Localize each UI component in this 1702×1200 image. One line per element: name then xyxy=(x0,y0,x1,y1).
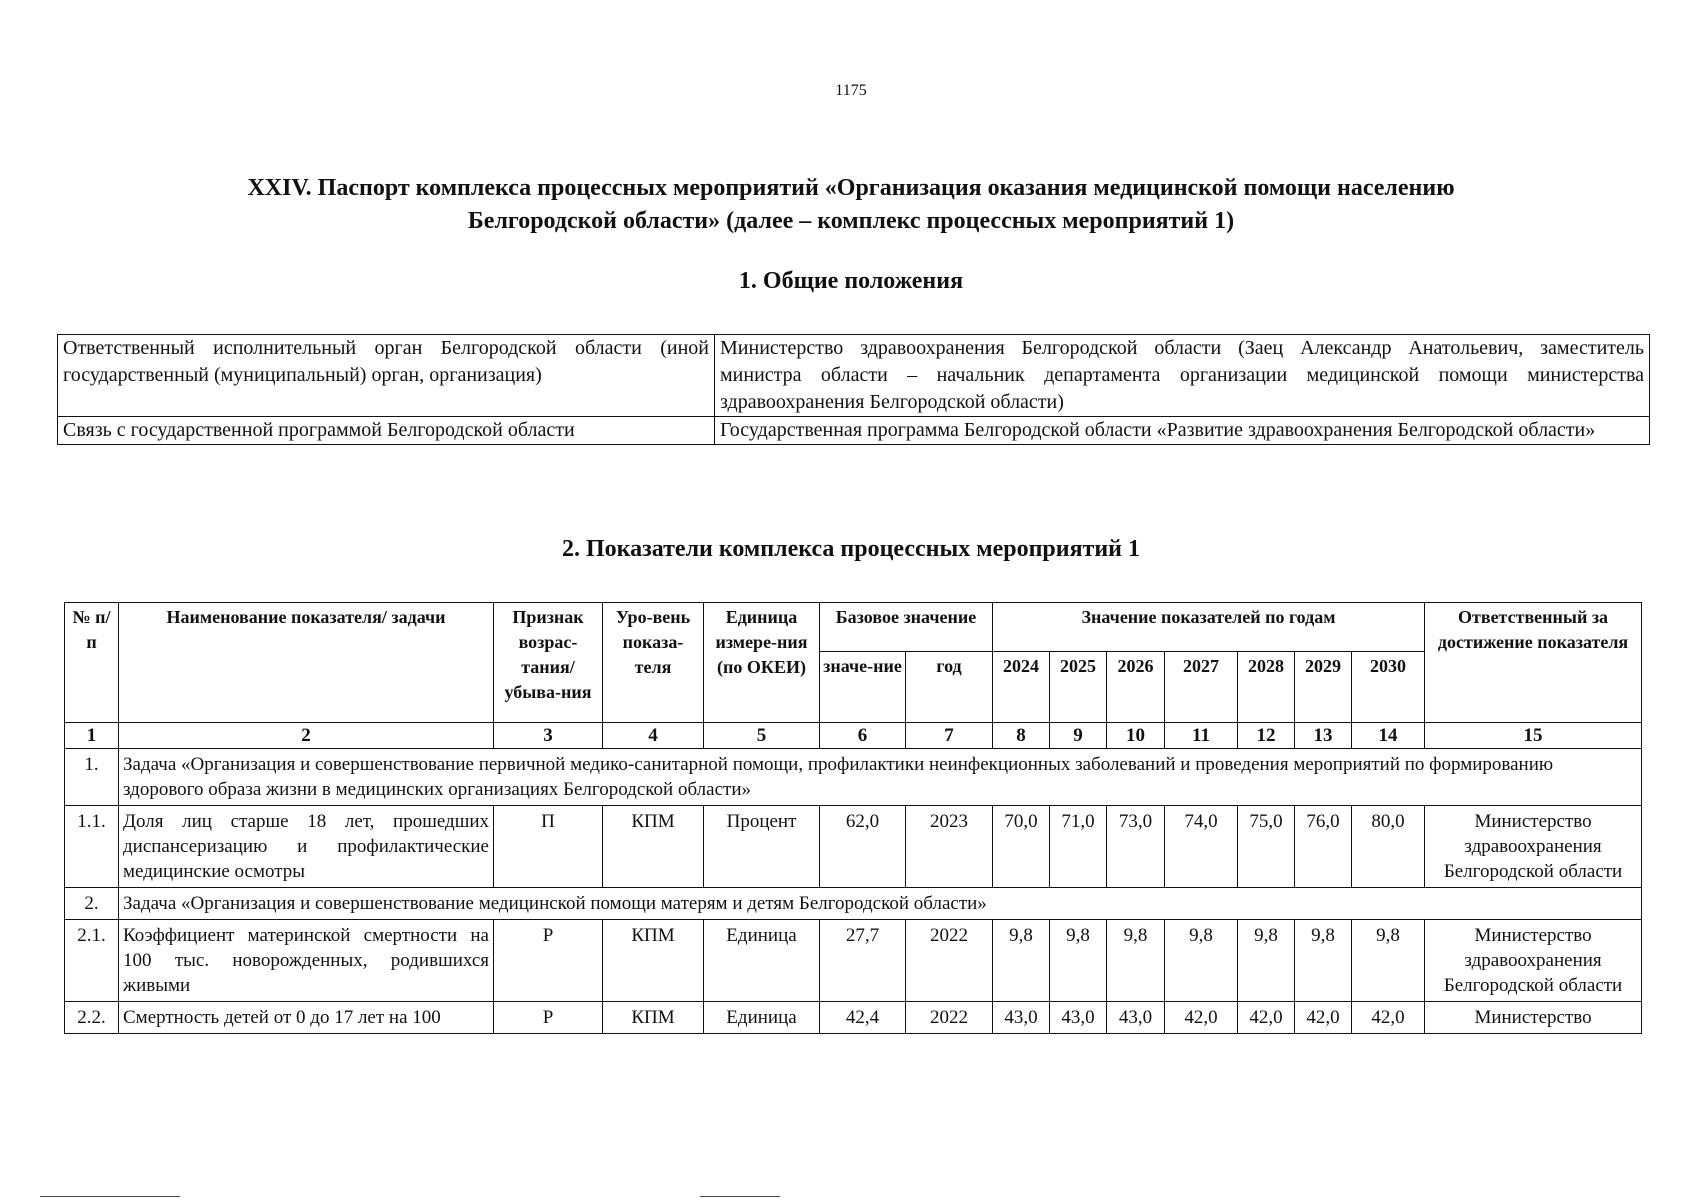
indicator-num: 2.2. xyxy=(65,1002,119,1034)
indicator-value-2029: 9,8 xyxy=(1295,920,1352,1002)
indicator-value-2027: 9,8 xyxy=(1165,920,1238,1002)
header-row-1 xyxy=(65,603,1642,652)
column-number: 9 xyxy=(1050,723,1107,749)
section-indicators-title: 2. Показатели комплекса процессных мероприятий 1 xyxy=(561,536,1140,562)
column-number: 14 xyxy=(1352,723,1425,749)
header-trend: Признак возрас-тания/ убыва-ния xyxy=(494,603,603,723)
indicator-level: КПМ xyxy=(603,1002,704,1034)
header-year-2028: 2028 xyxy=(1238,652,1295,723)
header-years-group: Значение показателей по годам xyxy=(993,603,1425,652)
scan-edge-mark xyxy=(40,1196,180,1197)
column-number: 2 xyxy=(119,723,494,749)
indicator-value-2025: 9,8 xyxy=(1050,920,1107,1002)
indicator-value-2024: 43,0 xyxy=(993,1002,1050,1034)
indicator-level: КПМ xyxy=(603,920,704,1002)
header-year-2024: 2024 xyxy=(993,652,1050,723)
header-base-value: значе-ние xyxy=(820,652,906,723)
task-row-2 xyxy=(65,888,1642,920)
indicator-value-2027: 74,0 xyxy=(1165,806,1238,888)
general-label-responsible: Ответственный исполнительный орган Белгородской области (иной государственный (муниципальный) орган, организация) xyxy=(58,335,715,417)
column-number: 15 xyxy=(1425,723,1642,749)
indicator-responsible: Министерство здравоохранения Белгородской области xyxy=(1425,920,1642,1002)
column-number: 10 xyxy=(1107,723,1165,749)
general-provisions-table xyxy=(57,334,1650,445)
header-unit: Единица измере-ния (по ОКЕИ) xyxy=(704,603,820,723)
indicator-value-2029: 42,0 xyxy=(1295,1002,1352,1034)
column-number: 8 xyxy=(993,723,1050,749)
indicator-base-value: 62,0 xyxy=(820,806,906,888)
section-general-title: 1. Общие положения xyxy=(738,268,964,294)
indicator-name: Смертность детей от 0 до 17 лет на 100 xyxy=(119,1002,494,1034)
indicator-value-2028: 9,8 xyxy=(1238,920,1295,1002)
column-number: 6 xyxy=(820,723,906,749)
column-number: 13 xyxy=(1295,723,1352,749)
indicator-value-2026: 73,0 xyxy=(1107,806,1165,888)
indicator-value-2026: 9,8 xyxy=(1107,920,1165,1002)
indicator-value-2027: 42,0 xyxy=(1165,1002,1238,1034)
header-year-2027: 2027 xyxy=(1165,652,1238,723)
task-num: 2. xyxy=(65,888,119,920)
indicator-value-2025: 43,0 xyxy=(1050,1002,1107,1034)
header-num: № п/п xyxy=(65,603,119,723)
indicator-trend: П xyxy=(494,806,603,888)
column-number: 3 xyxy=(494,723,603,749)
document-title-line-2: Белгородской области» (далее – комплекс процессных мероприятий 1) xyxy=(467,208,1235,234)
task-num: 1. xyxy=(65,749,119,806)
column-number: 4 xyxy=(603,723,704,749)
indicator-base-year: 2022 xyxy=(906,1002,993,1034)
indicator-responsible: Министерство здравоохранения Белгородской области xyxy=(1425,806,1642,888)
indicator-num: 2.1. xyxy=(65,920,119,1002)
task-text: Задача «Организация и совершенствование первичной медико-санитарной помощи, профилактики неинфекционных заболеваний и проведения мероприятий по формированию здорового образа жизни в медицинских организациях Белгородской области» xyxy=(119,749,1642,806)
document-title xyxy=(60,172,1642,238)
header-level: Уро-вень показа-теля xyxy=(603,603,704,723)
indicator-unit: Процент xyxy=(704,806,820,888)
task-text: Задача «Организация и совершенствование медицинской помощи матерям и детям Белгородской области» xyxy=(119,888,1642,920)
document-title-line-1: XXIV. Паспорт комплекса процессных мероприятий «Организация оказания медицинской помощи населению xyxy=(247,175,1455,201)
header-year-2029: 2029 xyxy=(1295,652,1352,723)
general-row-responsible xyxy=(58,335,1650,417)
general-label-program-link: Связь с государственной программой Белгородской области xyxy=(58,417,715,445)
indicator-level: КПМ xyxy=(603,806,704,888)
indicator-name: Доля лиц старше 18 лет, прошедших диспансеризацию и профилактические медицинские осмотры xyxy=(119,806,494,888)
indicator-base-value: 27,7 xyxy=(820,920,906,1002)
indicator-unit: Единица xyxy=(704,1002,820,1034)
indicator-row-2-1 xyxy=(65,920,1642,1002)
general-value-program-link: Государственная программа Белгородской области «Развитие здравоохранения Белгородской области» xyxy=(715,417,1650,445)
indicator-base-value: 42,4 xyxy=(820,1002,906,1034)
indicator-base-year: 2022 xyxy=(906,920,993,1002)
header-year-2025: 2025 xyxy=(1050,652,1107,723)
column-number: 12 xyxy=(1238,723,1295,749)
header-base: Базовое значение xyxy=(820,603,993,652)
column-number: 5 xyxy=(704,723,820,749)
header-name: Наименование показателя/ задачи xyxy=(119,603,494,723)
indicator-responsible: Министерство xyxy=(1425,1002,1642,1034)
indicator-value-2028: 42,0 xyxy=(1238,1002,1295,1034)
column-number: 11 xyxy=(1165,723,1238,749)
indicator-trend: Р xyxy=(494,920,603,1002)
indicator-trend: Р xyxy=(494,1002,603,1034)
indicator-value-2024: 70,0 xyxy=(993,806,1050,888)
indicator-value-2030: 42,0 xyxy=(1352,1002,1425,1034)
header-responsible: Ответственный за достижение показателя xyxy=(1425,603,1642,723)
indicator-value-2025: 71,0 xyxy=(1050,806,1107,888)
page-number: 1175 xyxy=(835,82,867,99)
indicator-value-2029: 76,0 xyxy=(1295,806,1352,888)
header-year-2026: 2026 xyxy=(1107,652,1165,723)
indicator-value-2024: 9,8 xyxy=(993,920,1050,1002)
indicators-table xyxy=(64,602,1642,1034)
header-year-2030: 2030 xyxy=(1352,652,1425,723)
general-row-program-link xyxy=(58,417,1650,445)
column-number: 1 xyxy=(65,723,119,749)
general-value-responsible: Министерство здравоохранения Белгородской области (Заец Александр Анатольевич, заместитель министра области – начальник департамента организации медицинской помощи министерства здравоохранения Белгородской области) xyxy=(715,335,1650,417)
indicator-row-2-2 xyxy=(65,1002,1642,1034)
indicator-num: 1.1. xyxy=(65,806,119,888)
indicator-name: Коэффициент материнской смертности на 100 тыс. новорожденных, родившихся живыми xyxy=(119,920,494,1002)
indicator-value-2028: 75,0 xyxy=(1238,806,1295,888)
task-row-1 xyxy=(65,749,1642,806)
column-number: 7 xyxy=(906,723,993,749)
indicator-value-2026: 43,0 xyxy=(1107,1002,1165,1034)
indicator-value-2030: 9,8 xyxy=(1352,920,1425,1002)
header-base-year: год xyxy=(906,652,993,723)
indicator-unit: Единица xyxy=(704,920,820,1002)
column-number-row xyxy=(65,723,1642,749)
indicator-value-2030: 80,0 xyxy=(1352,806,1425,888)
scan-edge-mark xyxy=(700,1196,780,1197)
indicator-row-1-1 xyxy=(65,806,1642,888)
indicator-base-year: 2023 xyxy=(906,806,993,888)
